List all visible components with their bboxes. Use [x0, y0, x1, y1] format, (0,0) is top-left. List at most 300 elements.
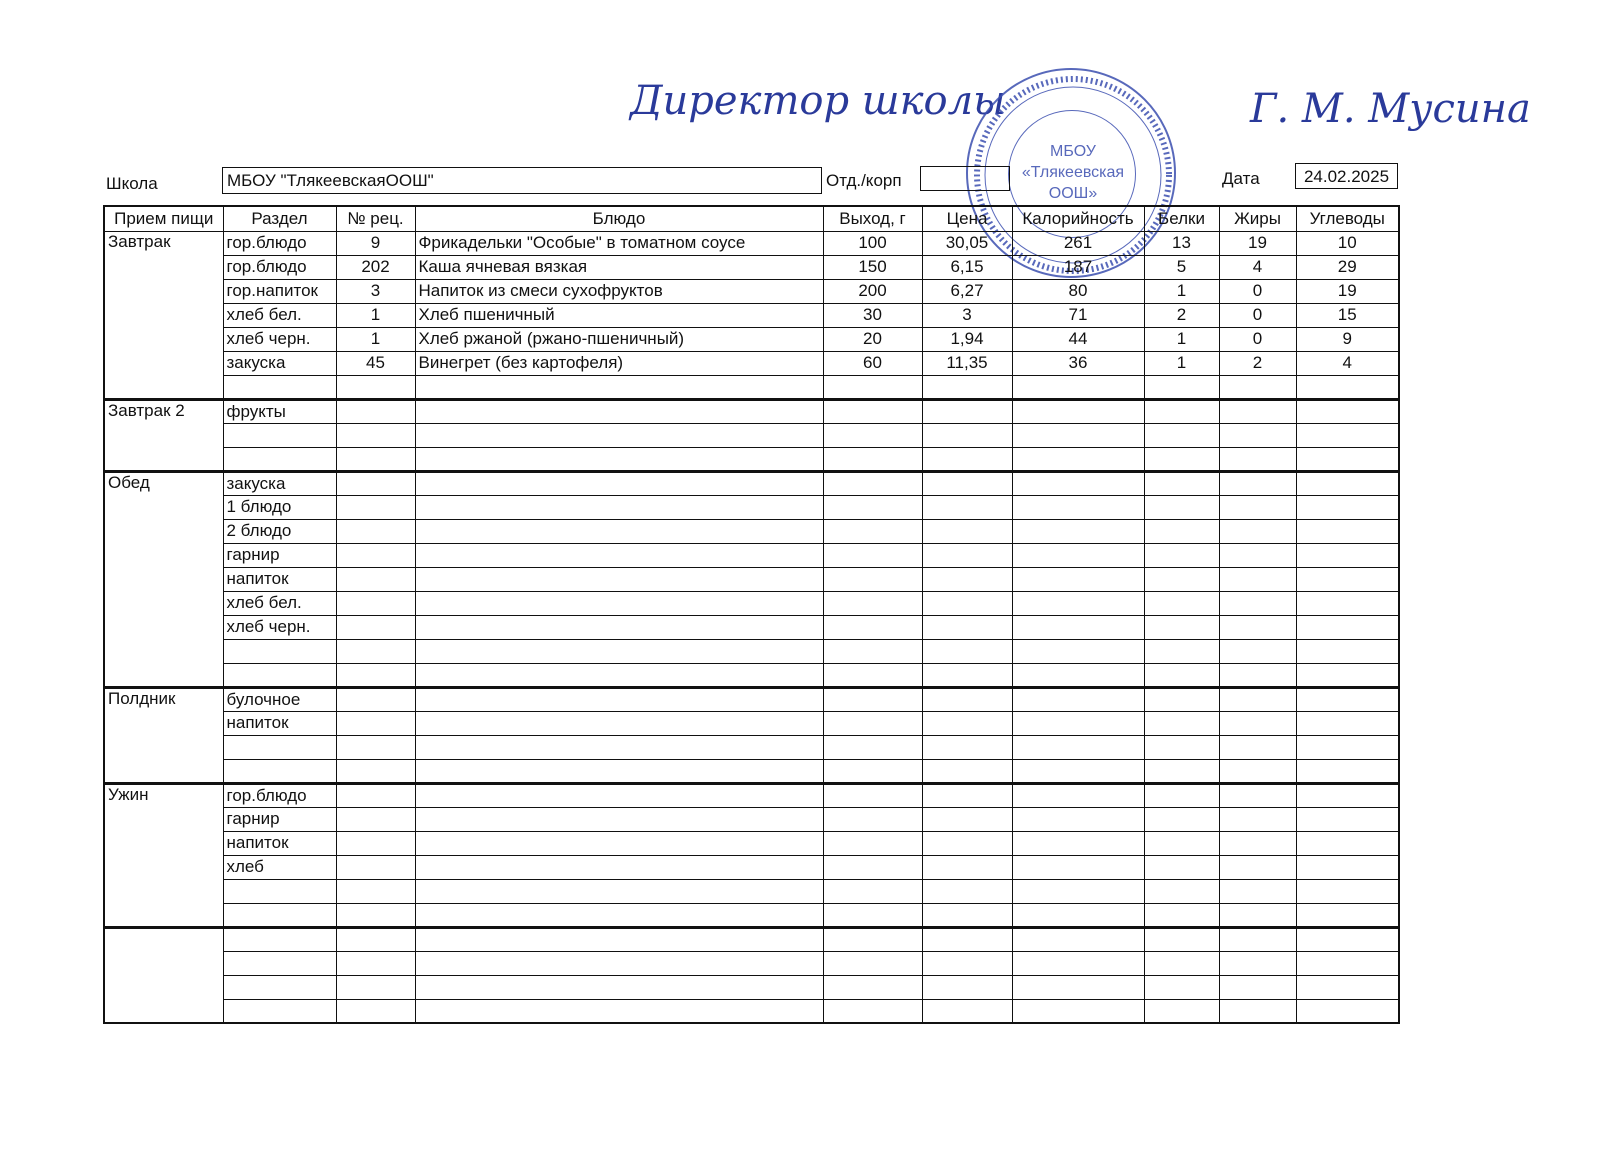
table-cell[interactable]: [336, 879, 415, 903]
table-cell[interactable]: хлеб бел.: [223, 303, 336, 327]
table-cell[interactable]: 36: [1012, 351, 1144, 375]
table-cell[interactable]: [922, 951, 1012, 975]
table-cell[interactable]: 3: [336, 279, 415, 303]
table-cell[interactable]: [823, 975, 922, 999]
table-cell[interactable]: [922, 663, 1012, 687]
table-cell[interactable]: [1296, 567, 1399, 591]
table-cell[interactable]: гарнир: [223, 807, 336, 831]
table-cell[interactable]: [1296, 543, 1399, 567]
table-cell[interactable]: [415, 543, 823, 567]
table-cell[interactable]: [922, 615, 1012, 639]
table-cell[interactable]: гор.блюдо: [223, 255, 336, 279]
table-cell[interactable]: [223, 447, 336, 471]
table-cell[interactable]: [336, 759, 415, 783]
table-cell[interactable]: [922, 567, 1012, 591]
table-cell[interactable]: [415, 615, 823, 639]
table-cell[interactable]: [1012, 639, 1144, 663]
table-cell[interactable]: 1: [336, 327, 415, 351]
table-cell[interactable]: [415, 519, 823, 543]
table-cell[interactable]: [922, 399, 1012, 423]
table-cell[interactable]: [1219, 375, 1296, 399]
table-cell[interactable]: [223, 975, 336, 999]
table-cell[interactable]: [1219, 447, 1296, 471]
table-cell[interactable]: [1296, 375, 1399, 399]
table-cell[interactable]: [415, 375, 823, 399]
table-cell[interactable]: [1296, 591, 1399, 615]
table-cell[interactable]: [1219, 759, 1296, 783]
table-cell[interactable]: 19: [1296, 279, 1399, 303]
table-cell[interactable]: [336, 735, 415, 759]
table-cell[interactable]: Каша ячневая вязкая: [415, 255, 823, 279]
table-cell[interactable]: [336, 471, 415, 495]
table-cell[interactable]: 100: [823, 231, 922, 255]
table-cell[interactable]: [223, 663, 336, 687]
table-cell[interactable]: 4: [1219, 255, 1296, 279]
dept-field[interactable]: [920, 166, 1010, 191]
table-cell[interactable]: [336, 543, 415, 567]
table-cell[interactable]: 20: [823, 327, 922, 351]
table-cell[interactable]: 44: [1012, 327, 1144, 351]
table-cell[interactable]: [1219, 543, 1296, 567]
table-cell[interactable]: [223, 903, 336, 927]
table-cell[interactable]: [1219, 783, 1296, 807]
table-cell[interactable]: [922, 759, 1012, 783]
table-cell[interactable]: [336, 399, 415, 423]
table-cell[interactable]: хлеб бел.: [223, 591, 336, 615]
table-cell[interactable]: [823, 759, 922, 783]
table-cell[interactable]: [922, 591, 1012, 615]
table-cell[interactable]: [922, 927, 1012, 951]
table-cell[interactable]: [336, 591, 415, 615]
table-cell[interactable]: [336, 999, 415, 1023]
table-cell[interactable]: [1144, 495, 1219, 519]
table-cell[interactable]: [922, 687, 1012, 711]
table-cell[interactable]: [823, 567, 922, 591]
table-cell[interactable]: [415, 807, 823, 831]
table-cell[interactable]: [415, 927, 823, 951]
table-cell[interactable]: 1: [336, 303, 415, 327]
table-cell[interactable]: Хлеб ржаной (ржано-пшеничный): [415, 327, 823, 351]
table-cell[interactable]: 3: [922, 303, 1012, 327]
table-cell[interactable]: [823, 543, 922, 567]
table-cell[interactable]: 5: [1144, 255, 1219, 279]
table-cell[interactable]: [1296, 879, 1399, 903]
table-cell[interactable]: [1012, 927, 1144, 951]
table-cell[interactable]: гор.блюдо: [223, 783, 336, 807]
table-cell[interactable]: [1144, 879, 1219, 903]
table-cell[interactable]: [1012, 495, 1144, 519]
table-cell[interactable]: хлеб черн.: [223, 615, 336, 639]
table-cell[interactable]: 0: [1219, 279, 1296, 303]
table-cell[interactable]: [415, 447, 823, 471]
table-cell[interactable]: [823, 447, 922, 471]
table-cell[interactable]: [1144, 375, 1219, 399]
table-cell[interactable]: [336, 495, 415, 519]
table-cell[interactable]: напиток: [223, 831, 336, 855]
table-cell[interactable]: 1: [1144, 327, 1219, 351]
table-cell[interactable]: [823, 663, 922, 687]
table-cell[interactable]: [1012, 591, 1144, 615]
table-cell[interactable]: [1012, 543, 1144, 567]
table-cell[interactable]: [336, 855, 415, 879]
table-cell[interactable]: напиток: [223, 567, 336, 591]
table-cell[interactable]: [823, 375, 922, 399]
table-cell[interactable]: [1144, 927, 1219, 951]
table-cell[interactable]: [336, 927, 415, 951]
table-cell[interactable]: закуска: [223, 351, 336, 375]
table-cell[interactable]: 2: [1219, 351, 1296, 375]
table-cell[interactable]: [1296, 999, 1399, 1023]
table-cell[interactable]: [1012, 759, 1144, 783]
table-cell[interactable]: [415, 855, 823, 879]
table-cell[interactable]: [1219, 399, 1296, 423]
table-cell[interactable]: [823, 591, 922, 615]
table-cell[interactable]: 80: [1012, 279, 1144, 303]
table-cell[interactable]: [1219, 927, 1296, 951]
table-cell[interactable]: [1012, 807, 1144, 831]
table-cell[interactable]: [1012, 471, 1144, 495]
table-cell[interactable]: [823, 783, 922, 807]
table-cell[interactable]: [823, 951, 922, 975]
table-cell[interactable]: [1219, 495, 1296, 519]
table-cell[interactable]: [336, 903, 415, 927]
table-cell[interactable]: [415, 567, 823, 591]
table-cell[interactable]: [922, 855, 1012, 879]
table-cell[interactable]: [1219, 711, 1296, 735]
table-cell[interactable]: 6,15: [922, 255, 1012, 279]
table-cell[interactable]: [1144, 759, 1219, 783]
table-cell[interactable]: [336, 639, 415, 663]
table-cell[interactable]: [1012, 975, 1144, 999]
table-cell[interactable]: [223, 735, 336, 759]
table-cell[interactable]: [823, 903, 922, 927]
table-cell[interactable]: [1012, 375, 1144, 399]
table-cell[interactable]: [823, 423, 922, 447]
table-cell[interactable]: [823, 999, 922, 1023]
table-cell[interactable]: [415, 591, 823, 615]
table-cell[interactable]: [415, 687, 823, 711]
table-cell[interactable]: [1012, 687, 1144, 711]
table-cell[interactable]: 30,05: [922, 231, 1012, 255]
table-cell[interactable]: [415, 495, 823, 519]
table-cell[interactable]: 0: [1219, 303, 1296, 327]
table-cell[interactable]: [336, 711, 415, 735]
table-cell[interactable]: [415, 423, 823, 447]
table-cell[interactable]: хлеб черн.: [223, 327, 336, 351]
table-cell[interactable]: [922, 975, 1012, 999]
table-cell[interactable]: [823, 519, 922, 543]
table-cell[interactable]: [1219, 855, 1296, 879]
table-cell[interactable]: [415, 759, 823, 783]
table-cell[interactable]: [1144, 999, 1219, 1023]
table-cell[interactable]: 150: [823, 255, 922, 279]
table-cell[interactable]: 202: [336, 255, 415, 279]
table-cell[interactable]: 13: [1144, 231, 1219, 255]
table-cell[interactable]: [1012, 903, 1144, 927]
table-cell[interactable]: [1296, 807, 1399, 831]
table-cell[interactable]: [336, 423, 415, 447]
table-cell[interactable]: 11,35: [922, 351, 1012, 375]
table-cell[interactable]: [1012, 711, 1144, 735]
table-cell[interactable]: [1219, 591, 1296, 615]
table-cell[interactable]: [1144, 951, 1219, 975]
table-cell[interactable]: 261: [1012, 231, 1144, 255]
table-cell[interactable]: [1296, 519, 1399, 543]
table-cell[interactable]: 1 блюдо: [223, 495, 336, 519]
table-cell[interactable]: 29: [1296, 255, 1399, 279]
table-cell[interactable]: [1144, 855, 1219, 879]
table-cell[interactable]: [922, 807, 1012, 831]
table-cell[interactable]: 30: [823, 303, 922, 327]
table-cell[interactable]: [1012, 831, 1144, 855]
table-cell[interactable]: [922, 879, 1012, 903]
table-cell[interactable]: [336, 975, 415, 999]
table-cell[interactable]: [922, 639, 1012, 663]
table-cell[interactable]: [1219, 879, 1296, 903]
table-cell[interactable]: [1296, 735, 1399, 759]
table-cell[interactable]: [1012, 951, 1144, 975]
table-cell[interactable]: 1: [1144, 279, 1219, 303]
table-cell[interactable]: [336, 687, 415, 711]
table-cell[interactable]: [1219, 519, 1296, 543]
table-cell[interactable]: [415, 783, 823, 807]
table-cell[interactable]: закуска: [223, 471, 336, 495]
table-cell[interactable]: [1144, 663, 1219, 687]
table-cell[interactable]: 200: [823, 279, 922, 303]
table-cell[interactable]: гарнир: [223, 543, 336, 567]
table-cell[interactable]: 1,94: [922, 327, 1012, 351]
table-cell[interactable]: [1219, 999, 1296, 1023]
table-cell[interactable]: [1144, 639, 1219, 663]
table-cell[interactable]: [1144, 975, 1219, 999]
table-cell[interactable]: [415, 879, 823, 903]
table-cell[interactable]: гор.напиток: [223, 279, 336, 303]
table-cell[interactable]: [415, 663, 823, 687]
table-cell[interactable]: [823, 807, 922, 831]
table-cell[interactable]: [1296, 927, 1399, 951]
table-cell[interactable]: [823, 639, 922, 663]
table-cell[interactable]: [415, 831, 823, 855]
table-cell[interactable]: 45: [336, 351, 415, 375]
table-cell[interactable]: [1012, 519, 1144, 543]
table-cell[interactable]: 0: [1219, 327, 1296, 351]
table-cell[interactable]: [1012, 399, 1144, 423]
table-cell[interactable]: [823, 495, 922, 519]
table-cell[interactable]: [1012, 735, 1144, 759]
table-cell[interactable]: [1144, 735, 1219, 759]
table-cell[interactable]: [415, 975, 823, 999]
table-cell[interactable]: 1: [1144, 351, 1219, 375]
table-cell[interactable]: 19: [1219, 231, 1296, 255]
date-field[interactable]: 24.02.2025: [1295, 163, 1398, 189]
table-cell[interactable]: [1296, 951, 1399, 975]
table-cell[interactable]: [1219, 951, 1296, 975]
table-cell[interactable]: [1219, 831, 1296, 855]
table-cell[interactable]: [1219, 687, 1296, 711]
table-cell[interactable]: [1219, 423, 1296, 447]
table-cell[interactable]: 2: [1144, 303, 1219, 327]
table-cell[interactable]: [1012, 567, 1144, 591]
table-cell[interactable]: [336, 447, 415, 471]
table-cell[interactable]: [223, 639, 336, 663]
table-cell[interactable]: 9: [1296, 327, 1399, 351]
table-cell[interactable]: [1012, 663, 1144, 687]
table-cell[interactable]: [1144, 687, 1219, 711]
table-cell[interactable]: [1219, 807, 1296, 831]
table-cell[interactable]: [823, 687, 922, 711]
table-cell[interactable]: [1144, 543, 1219, 567]
table-cell[interactable]: [1296, 663, 1399, 687]
table-cell[interactable]: [1219, 663, 1296, 687]
table-cell[interactable]: [1144, 807, 1219, 831]
table-cell[interactable]: [922, 447, 1012, 471]
school-field[interactable]: МБОУ "ТлякеевскаяООШ": [222, 167, 822, 194]
table-cell[interactable]: Напиток из смеси сухофруктов: [415, 279, 823, 303]
table-cell[interactable]: [1144, 591, 1219, 615]
table-cell[interactable]: 2 блюдо: [223, 519, 336, 543]
table-cell[interactable]: [415, 999, 823, 1023]
table-cell[interactable]: [1296, 903, 1399, 927]
table-cell[interactable]: [1219, 567, 1296, 591]
table-cell[interactable]: [1219, 615, 1296, 639]
table-cell[interactable]: [1219, 975, 1296, 999]
table-cell[interactable]: [823, 735, 922, 759]
table-cell[interactable]: [823, 615, 922, 639]
table-cell[interactable]: [223, 927, 336, 951]
table-cell[interactable]: [1144, 447, 1219, 471]
table-cell[interactable]: [1144, 903, 1219, 927]
table-cell[interactable]: фрукты: [223, 399, 336, 423]
table-cell[interactable]: [223, 879, 336, 903]
table-cell[interactable]: [336, 831, 415, 855]
table-cell[interactable]: 6,27: [922, 279, 1012, 303]
table-cell[interactable]: [336, 375, 415, 399]
table-cell[interactable]: [1012, 879, 1144, 903]
table-cell[interactable]: [922, 735, 1012, 759]
table-cell[interactable]: [223, 759, 336, 783]
table-cell[interactable]: [415, 903, 823, 927]
table-cell[interactable]: [1296, 783, 1399, 807]
table-cell[interactable]: [1296, 759, 1399, 783]
table-cell[interactable]: [1012, 447, 1144, 471]
table-cell[interactable]: [336, 783, 415, 807]
table-cell[interactable]: [823, 711, 922, 735]
table-cell[interactable]: [1219, 903, 1296, 927]
table-cell[interactable]: [922, 375, 1012, 399]
table-cell[interactable]: [415, 951, 823, 975]
table-cell[interactable]: [922, 999, 1012, 1023]
table-cell[interactable]: 60: [823, 351, 922, 375]
table-cell[interactable]: [1219, 639, 1296, 663]
table-cell[interactable]: 71: [1012, 303, 1144, 327]
table-cell[interactable]: [415, 639, 823, 663]
table-cell[interactable]: Хлеб пшеничный: [415, 303, 823, 327]
table-cell[interactable]: [823, 927, 922, 951]
table-cell[interactable]: [415, 735, 823, 759]
table-cell[interactable]: Фрикадельки "Особые" в томатном соусе: [415, 231, 823, 255]
table-cell[interactable]: [415, 711, 823, 735]
table-cell[interactable]: [1296, 471, 1399, 495]
table-cell[interactable]: хлеб: [223, 855, 336, 879]
table-cell[interactable]: напиток: [223, 711, 336, 735]
table-cell[interactable]: [1144, 711, 1219, 735]
table-cell[interactable]: [223, 375, 336, 399]
table-cell[interactable]: [1144, 423, 1219, 447]
table-cell[interactable]: [1296, 423, 1399, 447]
table-cell[interactable]: [1296, 639, 1399, 663]
table-cell[interactable]: [922, 903, 1012, 927]
table-cell[interactable]: [823, 399, 922, 423]
table-cell[interactable]: [922, 495, 1012, 519]
table-cell[interactable]: [415, 471, 823, 495]
table-cell[interactable]: [922, 711, 1012, 735]
table-cell[interactable]: [823, 855, 922, 879]
table-cell[interactable]: [223, 423, 336, 447]
table-cell[interactable]: [1144, 831, 1219, 855]
table-cell[interactable]: [1144, 471, 1219, 495]
table-cell[interactable]: [1012, 855, 1144, 879]
table-cell[interactable]: [336, 567, 415, 591]
table-cell[interactable]: [922, 831, 1012, 855]
table-cell[interactable]: [1012, 783, 1144, 807]
table-cell[interactable]: [922, 783, 1012, 807]
table-cell[interactable]: гор.блюдо: [223, 231, 336, 255]
table-cell[interactable]: [1296, 711, 1399, 735]
table-cell[interactable]: [336, 615, 415, 639]
table-cell[interactable]: [1296, 687, 1399, 711]
table-cell[interactable]: [1296, 855, 1399, 879]
table-cell[interactable]: [223, 951, 336, 975]
table-cell[interactable]: [1219, 735, 1296, 759]
table-cell[interactable]: [1144, 567, 1219, 591]
table-cell[interactable]: [922, 423, 1012, 447]
table-cell[interactable]: [1219, 471, 1296, 495]
table-cell[interactable]: [1296, 495, 1399, 519]
table-cell[interactable]: [336, 951, 415, 975]
table-cell[interactable]: [1296, 975, 1399, 999]
table-cell[interactable]: [415, 399, 823, 423]
table-cell[interactable]: Винегрет (без картофеля): [415, 351, 823, 375]
table-cell[interactable]: [823, 831, 922, 855]
table-cell[interactable]: [1296, 447, 1399, 471]
table-cell[interactable]: [1144, 399, 1219, 423]
table-cell[interactable]: булочное: [223, 687, 336, 711]
table-cell[interactable]: [823, 471, 922, 495]
table-cell[interactable]: 15: [1296, 303, 1399, 327]
table-cell[interactable]: [922, 471, 1012, 495]
table-cell[interactable]: [336, 663, 415, 687]
table-cell[interactable]: [1296, 831, 1399, 855]
table-cell[interactable]: [223, 999, 336, 1023]
table-cell[interactable]: [1012, 999, 1144, 1023]
table-cell[interactable]: [1012, 423, 1144, 447]
table-cell[interactable]: 9: [336, 231, 415, 255]
table-cell[interactable]: [1144, 783, 1219, 807]
table-cell[interactable]: [336, 519, 415, 543]
table-cell[interactable]: [1012, 615, 1144, 639]
table-cell[interactable]: [336, 807, 415, 831]
table-cell[interactable]: 4: [1296, 351, 1399, 375]
table-cell[interactable]: [1144, 519, 1219, 543]
table-cell[interactable]: [1296, 615, 1399, 639]
table-cell[interactable]: 10: [1296, 231, 1399, 255]
table-cell[interactable]: 187: [1012, 255, 1144, 279]
table-cell[interactable]: [1144, 615, 1219, 639]
table-cell[interactable]: [922, 543, 1012, 567]
table-cell[interactable]: [922, 519, 1012, 543]
table-cell[interactable]: [823, 879, 922, 903]
table-cell[interactable]: [1296, 399, 1399, 423]
